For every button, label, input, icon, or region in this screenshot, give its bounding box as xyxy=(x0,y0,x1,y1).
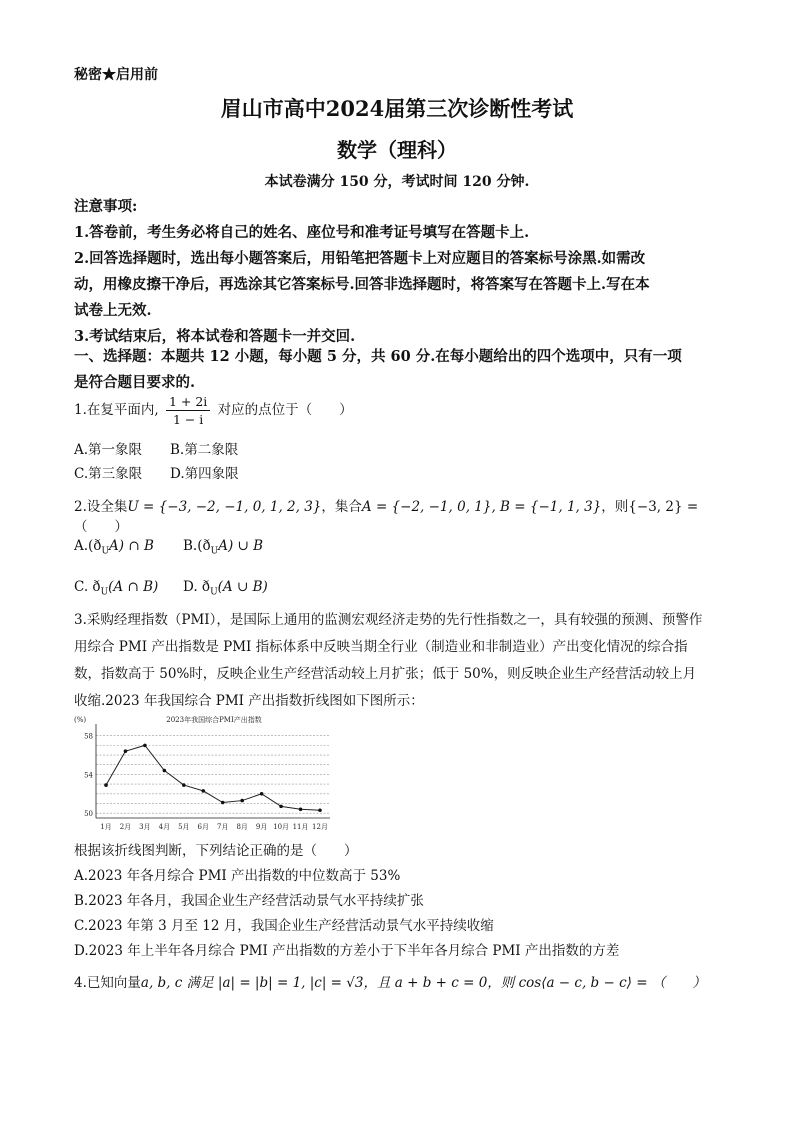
chart-axes xyxy=(96,724,330,818)
q2-prefix: 2.设全集 xyxy=(74,499,128,515)
pmi-line-chart xyxy=(74,712,340,834)
question-2 xyxy=(74,495,734,535)
q2-option-d: D. $ð_U(A$ ∪ B) xyxy=(183,579,268,598)
data-point xyxy=(260,792,264,796)
notice-item-3: 3.考试结束后，将本试卷和答题卡一并交回. xyxy=(74,328,356,345)
q1-suffix: 对应的点位于（ ） xyxy=(217,402,353,418)
notice-heading: 注意事项: xyxy=(74,198,138,215)
data-point xyxy=(143,744,147,748)
chart-labels xyxy=(74,715,328,831)
q2-ask: ，则{−3, 2} = （ ） xyxy=(74,499,699,535)
chart-grid xyxy=(96,736,330,813)
q3-option-b: B.2023 年各月，我国企业生产经营活动景气水平持续扩张 xyxy=(74,893,424,909)
q1-prefix: 1.在复平面内, xyxy=(74,402,159,418)
y-tick-label: 54 xyxy=(84,771,93,780)
x-tick-label: 5月 xyxy=(178,823,190,831)
notice-item-1: 1.答卷前，考生务必将自己的姓名、座位号和准考证号填写在答题卡上. xyxy=(74,224,530,241)
data-point xyxy=(163,769,167,773)
question-1 xyxy=(74,393,734,428)
q2-set-b: , B = {−1, 1, 3} xyxy=(491,499,602,515)
data-point xyxy=(182,783,186,787)
x-tick-label: 3月 xyxy=(139,823,151,831)
score-note: 本试卷满分 150 分，考试时间 120 分钟. xyxy=(264,174,530,190)
q2-option-c: C. $ð_U(A$ ∩ B) xyxy=(74,579,159,598)
data-point xyxy=(279,805,283,809)
x-tick-label: 2月 xyxy=(119,823,132,831)
x-tick-label: 4月 xyxy=(158,823,171,831)
section-1-line-2: 是符合题目要求的. xyxy=(74,374,196,391)
notice-item-2-line-1: 2.回答选择题时，选出每小题答案后，用铅笔把答题卡上对应题目的答案标号涂黑.如需改 xyxy=(74,250,646,267)
data-point xyxy=(221,801,225,805)
q3-option-d: D.2023 年上半年各月综合 PMI 产出指数的方差小于下半年各月综合 PMI 产出指数的方差 xyxy=(74,943,620,959)
x-tick-label: 1月 xyxy=(100,823,112,831)
question-3 xyxy=(74,607,734,715)
y-tick-label: 58 xyxy=(84,732,93,741)
x-tick-label: 10月 xyxy=(273,823,290,831)
exam-subject: 数学（理科） xyxy=(337,138,457,162)
q4-condition: 满足 |a| = |b| = 1, |c| = √3，且 a + b + c = 0，则 cos⟨a − c, b − c⟩ = （ ） xyxy=(182,975,706,991)
notice-item-2-line-3: 试卷上无效. xyxy=(74,302,152,319)
x-tick-label: 8月 xyxy=(236,823,248,831)
data-point xyxy=(201,789,205,793)
q1-denominator: 1 − i xyxy=(172,412,204,427)
q2-universal-set: U = {−3, −2, −1, 0, 1, 2, 3} xyxy=(127,499,322,515)
q3-option-a: A.2023 年各月综合 PMI 产出指数的中位数高于 53% xyxy=(74,868,401,884)
section-1-heading xyxy=(74,344,724,396)
q2-option-b: $B.(ð_UA)$ ∪ B xyxy=(183,538,264,557)
q4-prefix: 4.已知向量 xyxy=(74,975,141,991)
q1-option-a: A.第一象限 xyxy=(74,442,143,458)
q1-option-b: B.第二象限 xyxy=(170,442,239,458)
q3-option-c: C.2023 年第 3 月至 12 月，我国企业生产经营活动景气水平持续收缩 xyxy=(74,918,494,934)
q3-line-4: 收缩.2023 年我国综合 PMI 产出指数折线图如下图所示： xyxy=(74,693,424,709)
q3-question: 根据该折线图判断，下列结论正确的是（ ） xyxy=(74,843,358,859)
chart-title: 2023年我国综合PMI产出指数 xyxy=(166,716,262,724)
q3-line-1: 3.采购经理指数（PMI），是国际上通用的监测宏观经济走势的先行性指数之一，具有较强的预测、预警作 xyxy=(74,612,703,628)
q1-fraction xyxy=(166,393,210,428)
x-tick-label: 7月 xyxy=(216,823,229,831)
section-1-line-1: 一、选择题：本题共 12 小题，每小题 5 分，共 60 分.在每小题给出的四个选项中，只有一项 xyxy=(74,348,682,365)
q1-numerator: 1 + 2i xyxy=(166,393,210,411)
q1-option-d: D.第四象限 xyxy=(170,466,239,482)
notice-section xyxy=(74,194,724,350)
q4-vectors: a, b, c xyxy=(140,975,183,991)
q3-line-2: 用综合 PMI 产出指数是 PMI 指标体系中反映当期全行业（制造业和非制造业）产出变化情况的综合指 xyxy=(74,639,688,655)
chart-series xyxy=(104,744,322,812)
y-tick-label: 50 xyxy=(84,810,93,819)
x-tick-label: 12月 xyxy=(312,823,328,831)
data-point xyxy=(104,783,108,787)
question-4 xyxy=(74,971,734,991)
y-axis-label: (%) xyxy=(74,716,87,724)
x-tick-label: 9月 xyxy=(255,823,268,831)
data-point xyxy=(318,808,322,812)
q2-mid: ，集合 xyxy=(321,499,362,515)
exam-title: 眉山市高中2024届第三次诊断性考试 xyxy=(220,96,574,121)
q1-option-c: C.第三象限 xyxy=(74,466,143,482)
data-point xyxy=(240,799,244,803)
x-tick-label: 11月 xyxy=(292,823,309,831)
data-point xyxy=(124,749,128,753)
q3-line-3: 数，指数高于 50%时，反映企业生产经营活动较上月扩张；低于 50%，则反映企业生产经营活动较上月 xyxy=(74,666,697,682)
secret-label: 秘密★启用前 xyxy=(74,67,158,83)
data-point xyxy=(299,807,303,811)
q2-option-a: $A.(ð_UA)$ ∩ B xyxy=(74,538,154,557)
x-tick-label: 6月 xyxy=(197,823,210,831)
q2-set-a: A = {−2, −1, 0, 1} xyxy=(361,499,492,515)
notice-item-2-line-2: 动，用橡皮擦干净后，再选涂其它答案标号.回答非选择题时，将答案写在答题卡上.写在本 xyxy=(74,276,650,293)
